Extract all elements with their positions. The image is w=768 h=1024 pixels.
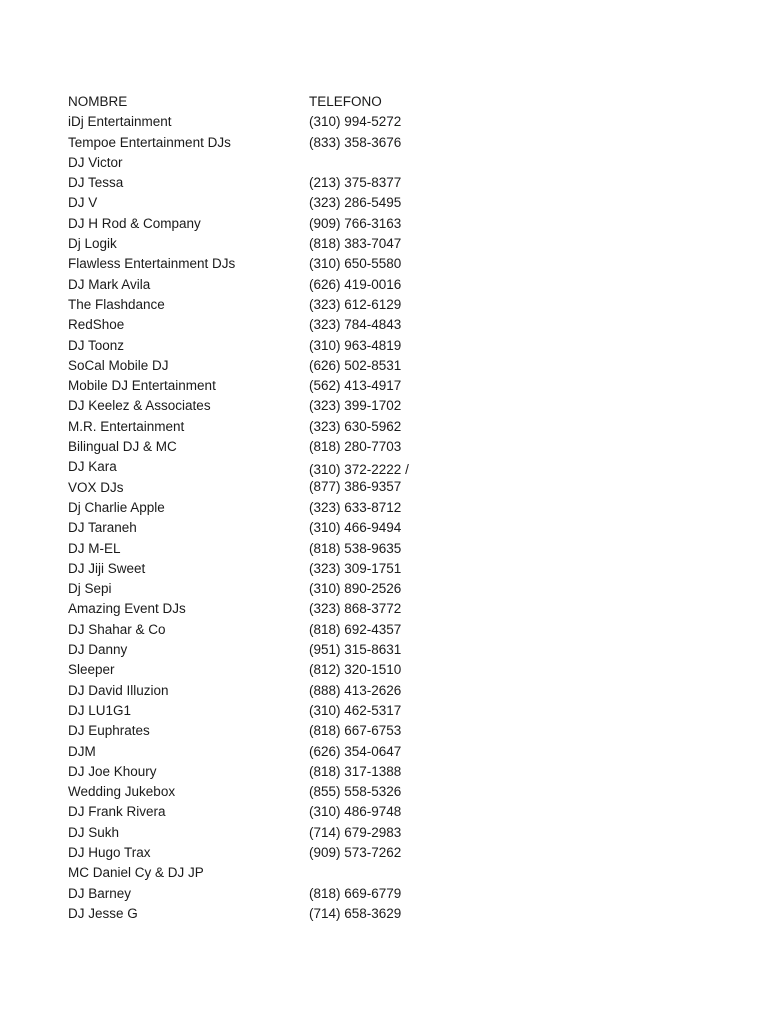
- table-row: [68, 275, 488, 295]
- contact-phone-cell: (323) 630-5962: [309, 418, 402, 434]
- table-header-row: [68, 92, 488, 112]
- contact-name-cell: DJ Sukh: [68, 824, 120, 840]
- contact-phone-cell: (626) 419-0016: [309, 276, 402, 292]
- contact-name-cell: DJ Barney: [68, 885, 132, 901]
- contact-phone-cell: (310) 486-9748: [309, 804, 402, 820]
- contact-phone-cell: (818) 280-7703: [309, 439, 402, 455]
- table-row: [68, 660, 488, 680]
- contact-phone-cell: (310) 994-5272: [309, 114, 402, 130]
- table-row: [68, 478, 488, 498]
- contact-name-cell: Sleeper: [68, 662, 115, 678]
- contact-phone-cell: [309, 153, 488, 173]
- contact-phone-cell: (818) 669-6779: [309, 885, 402, 901]
- contact-name-cell: DJ Hugo Trax: [68, 844, 151, 860]
- table-row: [68, 721, 488, 741]
- table-row: [68, 620, 488, 640]
- table-row: [68, 863, 488, 883]
- contact-name-cell: DJ Frank Rivera: [68, 804, 166, 820]
- contact-name-cell: DJ Kara: [68, 459, 117, 475]
- table-row: [68, 884, 488, 904]
- contact-phone-cell: (812) 320-1510: [309, 662, 402, 678]
- contact-phone-cell: (323) 399-1702: [309, 398, 402, 414]
- contact-name-cell: DJ Jesse G: [68, 905, 138, 921]
- contact-phone-cell: (909) 766-3163: [309, 215, 402, 231]
- contact-name-cell: DJ V: [68, 195, 98, 211]
- table-row: [68, 579, 488, 599]
- contact-phone-cell: (818) 667-6753: [309, 723, 402, 739]
- table-row: [68, 112, 488, 132]
- contact-name-cell: The Flashdance: [68, 296, 165, 312]
- table-row: [68, 295, 488, 315]
- table-row: [68, 518, 488, 538]
- table-row: [68, 193, 488, 213]
- contact-phone-cell: (323) 286-5495: [309, 195, 402, 211]
- contact-phone-cell: (818) 317-1388: [309, 763, 402, 779]
- contact-name-cell: iDj Entertainment: [68, 114, 172, 130]
- contact-name-cell: DJ LU1G1: [68, 702, 132, 718]
- contact-phone-cell: (310) 890-2526: [309, 581, 402, 597]
- table-row: [68, 457, 488, 477]
- contact-phone-cell: (310) 650-5580: [309, 256, 402, 272]
- contact-table: [68, 92, 488, 924]
- contact-phone-cell: (626) 354-0647: [309, 743, 402, 759]
- contact-phone-cell: (818) 538-9635: [309, 540, 402, 556]
- table-row: [68, 701, 488, 721]
- contact-phone-cell: (818) 383-7047: [309, 236, 402, 252]
- contact-name-cell: DJ Euphrates: [68, 723, 150, 739]
- table-row: [68, 336, 488, 356]
- table-row: [68, 843, 488, 863]
- table-row: [68, 539, 488, 559]
- contact-name-cell: DJ Mark Avila: [68, 276, 151, 292]
- contact-name-cell: Wedding Jukebox: [68, 784, 176, 800]
- contact-name-cell: MC Daniel Cy & DJ JP: [68, 865, 204, 881]
- contact-name-cell: M.R. Entertainment: [68, 418, 185, 434]
- table-row: [68, 356, 488, 376]
- table-row: [68, 254, 488, 274]
- contact-name-cell: SoCal Mobile DJ: [68, 357, 169, 373]
- contact-phone-cell: (877) 386-9357: [309, 478, 402, 494]
- contact-phone-cell: (951) 315-8631: [309, 642, 402, 658]
- table-row: [68, 498, 488, 518]
- table-row: [68, 762, 488, 782]
- table-body: [68, 112, 488, 924]
- contact-name-cell: Amazing Event DJs: [68, 601, 186, 617]
- contact-name-cell: Tempoe Entertainment DJs: [68, 134, 231, 150]
- contact-name-cell: DJ Victor: [68, 154, 123, 170]
- table-row: [68, 133, 488, 153]
- contact-phone-cell: (833) 358-3676: [309, 134, 402, 150]
- contact-name-cell: DJ Tessa: [68, 175, 124, 191]
- table-row: [68, 417, 488, 437]
- table-row: [68, 640, 488, 660]
- contact-phone-cell: (562) 413-4917: [309, 378, 402, 394]
- table-row: [68, 802, 488, 822]
- column-header-phone: TELEFONO: [309, 94, 382, 109]
- table-row: [68, 396, 488, 416]
- contact-name-cell: DJ David Illuzion: [68, 682, 169, 698]
- table-row: [68, 376, 488, 396]
- contact-phone-cell: (310) 466-9494: [309, 520, 402, 536]
- contact-name-cell: VOX DJs: [68, 479, 124, 495]
- contact-phone-cell: (855) 558-5326: [309, 784, 402, 800]
- table-row: [68, 214, 488, 234]
- contact-name-cell: DJ Shahar & Co: [68, 621, 166, 637]
- contact-phone-cell: (310) 963-4819: [309, 337, 402, 353]
- contact-name-cell: Dj Sepi: [68, 581, 112, 597]
- contact-phone-cell: (213) 375-8377: [309, 175, 402, 191]
- contact-phone-cell: (323) 612-6129: [309, 296, 402, 312]
- contact-name-cell: DJ M-EL: [68, 540, 121, 556]
- contact-name-cell: DJ Jiji Sweet: [68, 560, 146, 576]
- table-row: [68, 153, 488, 173]
- contact-name-cell: Mobile DJ Entertainment: [68, 378, 216, 394]
- contact-phone-cell: (818) 692-4357: [309, 621, 402, 637]
- contact-phone-cell: (909) 573-7262: [309, 844, 402, 860]
- contact-phone-cell: (714) 658-3629: [309, 905, 402, 921]
- contact-name-cell: DJ Joe Khoury: [68, 763, 157, 779]
- table-row: [68, 782, 488, 802]
- contact-name-cell: DJM: [68, 743, 96, 759]
- table-row: [68, 234, 488, 254]
- contact-phone-cell: (323) 868-3772: [309, 601, 402, 617]
- contact-phone-cell: (323) 633-8712: [309, 499, 402, 515]
- contact-name-cell: DJ Keelez & Associates: [68, 398, 211, 414]
- contact-name-cell: DJ Toonz: [68, 337, 125, 353]
- contact-name-cell: DJ Danny: [68, 642, 128, 658]
- contact-name-cell: DJ H Rod & Company: [68, 215, 201, 231]
- contact-phone-cell: (323) 309-1751: [309, 560, 402, 576]
- table-row: [68, 599, 488, 619]
- table-row: [68, 173, 488, 193]
- contact-phone-cell: [309, 863, 488, 883]
- contact-name-cell: Dj Charlie Apple: [68, 499, 165, 515]
- contact-name-cell: DJ Taraneh: [68, 520, 137, 536]
- table-row: [68, 315, 488, 335]
- contact-phone-cell: (310) 372-2222 /: [309, 462, 409, 478]
- contact-name-cell: RedShoe: [68, 317, 125, 333]
- table-row: [68, 559, 488, 579]
- table-row: [68, 904, 488, 924]
- table-row: [68, 681, 488, 701]
- contact-phone-cell: (323) 784-4843: [309, 317, 402, 333]
- column-header-name: NOMBRE: [68, 94, 128, 109]
- table-row: [68, 742, 488, 762]
- table-row: [68, 437, 488, 457]
- contact-phone-cell: (888) 413-2626: [309, 682, 402, 698]
- contact-name-cell: Bilingual DJ & MC: [68, 439, 177, 455]
- contact-name-cell: Flawless Entertainment DJs: [68, 256, 236, 272]
- contact-phone-cell: (626) 502-8531: [309, 357, 402, 373]
- contact-name-cell: Dj Logik: [68, 236, 117, 252]
- contact-phone-cell: (310) 462-5317: [309, 702, 402, 718]
- table-row: [68, 823, 488, 843]
- contact-phone-cell: (714) 679-2983: [309, 824, 402, 840]
